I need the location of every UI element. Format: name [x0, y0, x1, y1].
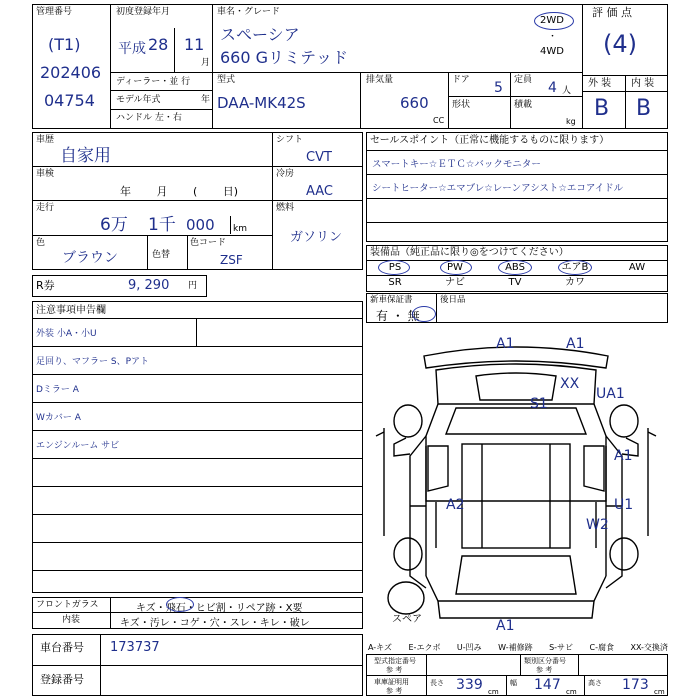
- type-label: 型式: [217, 75, 236, 85]
- model-year-unit: 年: [201, 95, 211, 105]
- mileage-rest: 000: [186, 216, 215, 234]
- type-cert-ref: 参 考: [386, 666, 403, 674]
- interior-value: キズ・汚レ・コゲ・穴・スレ・キレ・破レ: [120, 618, 310, 629]
- equip-pw-circle: [440, 260, 472, 275]
- history-value: 自家用: [60, 146, 111, 166]
- warranty-value: 有 ・ 無: [376, 309, 420, 323]
- damage-mark-right-a1: A1: [614, 448, 633, 464]
- score-value: (4): [603, 30, 637, 58]
- color-change-label: 色替: [152, 250, 171, 260]
- reg-year: 28: [148, 35, 169, 54]
- fuel-value: ガソリン: [290, 230, 343, 245]
- ext-grade: B: [594, 96, 610, 121]
- height-value: 173: [622, 677, 649, 693]
- legend-u: U-凹み: [456, 643, 482, 652]
- color-code-value: ZSF: [220, 253, 243, 267]
- damage-mark-front-left: A1: [496, 336, 515, 352]
- fuel-label: 燃料: [276, 203, 295, 213]
- width-value: 147: [534, 677, 561, 693]
- kanri-line-3: 04754: [44, 91, 95, 110]
- equip-aw: AW: [628, 262, 646, 273]
- load-label: 積載: [514, 100, 533, 110]
- shape-label: 形状: [452, 100, 471, 110]
- equip-pw: PW: [447, 262, 463, 273]
- mileage-label: 走行: [36, 203, 55, 213]
- recycle-box: [32, 275, 207, 297]
- shaken-text: 年 月 ( 日): [120, 185, 239, 198]
- equip-navi: ナビ: [445, 277, 465, 288]
- notes-item-1: 外装 小A・小U: [36, 329, 97, 339]
- cap-label: 定員: [514, 75, 533, 85]
- car-diagram: [366, 326, 668, 638]
- disp-unit: CC: [433, 116, 445, 125]
- equip-leather: カワ: [565, 277, 585, 288]
- front-glass-label: フロントガラス: [36, 600, 99, 610]
- notes-item-5: エンジンルーム サビ: [36, 441, 120, 451]
- recycle-value: 9, 290: [128, 278, 170, 293]
- width-label: 幅: [510, 679, 517, 687]
- legend-xx: XX-交換済: [630, 643, 668, 652]
- warranty-label: 新車保証書: [370, 295, 413, 305]
- reg-month: 11: [184, 35, 205, 54]
- shaken-label: 車検: [36, 169, 55, 179]
- later-label: 後日品: [440, 295, 466, 305]
- legend-a: A-キズ: [368, 643, 393, 652]
- cap-unit: 人: [562, 86, 572, 96]
- kanri-label: 管理番号: [36, 7, 73, 17]
- drive-4wd: 4WD: [540, 46, 564, 57]
- equip-abs: ABS: [505, 262, 525, 273]
- damage-mark-hood-xx: XX: [560, 376, 580, 392]
- legend-s: S-サビ: [549, 643, 574, 652]
- class-ref: 参 考: [536, 666, 553, 674]
- mileage-sen: 1千: [148, 215, 176, 235]
- warranty-none-circle: [412, 306, 436, 322]
- equip-sr: SR: [388, 277, 402, 288]
- chassis-value: 173737: [110, 640, 160, 655]
- load-unit: kg: [566, 117, 576, 126]
- damage-legend: [368, 642, 668, 653]
- history-label: 車歴: [36, 135, 55, 145]
- damage-mark-front-right: A1: [566, 336, 585, 352]
- type-cert-label: 型式指定番号: [374, 657, 416, 665]
- door-label: ドア: [452, 75, 470, 85]
- color-value: ブラウン: [62, 250, 118, 266]
- legend-e: E-エクボ: [408, 643, 441, 652]
- damage-mark-rear-a1: A1: [496, 618, 515, 634]
- height-label: 高さ: [588, 679, 602, 687]
- model-year-label: モデル年式: [116, 95, 161, 105]
- car-name: スペーシア: [220, 25, 300, 44]
- color-label: 色: [36, 238, 46, 248]
- ext-label: 外 装: [588, 78, 612, 89]
- recycle-unit: 円: [188, 281, 198, 291]
- width-unit: cm: [566, 688, 577, 696]
- cert-ref: 参 考: [386, 687, 403, 695]
- height-unit: cm: [654, 688, 665, 696]
- recycle-label: R券: [36, 279, 55, 292]
- mileage-unit: km: [233, 224, 247, 234]
- sales-line-1: スマートキー☆ＥＴＣ☆バックモニター: [372, 159, 541, 170]
- score-label: 評 価 点: [592, 6, 632, 19]
- equip-airbag-circle: [558, 260, 592, 275]
- name-label: 車名・グレード: [217, 7, 281, 17]
- length-value: 339: [456, 677, 483, 693]
- type-value: DAA-MK42S: [217, 94, 306, 112]
- reg-era: 平成: [118, 41, 146, 57]
- drive-dot: ・: [548, 32, 558, 42]
- int-label: 内 装: [631, 78, 655, 89]
- damage-mark-right-u1: U1: [614, 497, 634, 513]
- mileage-man: 6万: [100, 215, 128, 235]
- car-grade: 660 Gリミテッド: [220, 48, 349, 67]
- disp-label: 排気量: [366, 75, 394, 85]
- reg-month-unit: 月: [201, 58, 211, 68]
- equip-abs-circle: [498, 260, 532, 275]
- dealer-label: ディーラー・並 行: [116, 77, 191, 87]
- equip-ps-circle: [378, 260, 410, 275]
- int-grade: B: [636, 96, 652, 121]
- legend-c: C-腐食: [589, 643, 615, 652]
- reg-label: 初度登録年月: [116, 7, 171, 17]
- chip-circle: [166, 597, 194, 612]
- drive-2wd: 2WD: [540, 15, 564, 26]
- ac-label: 冷房: [276, 169, 295, 179]
- kanri-line-1: (T1): [48, 35, 81, 54]
- notes-item-2: 足回り、マフラー S、Pアト: [36, 357, 150, 367]
- legend-w: W-補修跡: [498, 643, 533, 652]
- door-value: 5: [494, 80, 503, 96]
- sales-title: セールスポイント（正常に機能するものに限ります）: [370, 135, 610, 146]
- interior-label: 内装: [62, 615, 81, 625]
- spare-label: スペア: [392, 614, 422, 625]
- equip-ps: PS: [388, 262, 402, 273]
- kanri-line-2: 202406: [40, 63, 102, 82]
- reg-no-label: 登録番号: [40, 673, 84, 686]
- front-glass-value: キズ・飛石・ヒビ割・リペア跡・X要: [136, 603, 303, 614]
- damage-mark-left-a2: A2: [446, 497, 465, 513]
- shift-value: CVT: [306, 150, 332, 165]
- color-code-label: 色コード: [190, 238, 227, 248]
- shift-label: シフト: [276, 135, 304, 145]
- disp-value: 660: [400, 94, 429, 112]
- cap-value: 4: [548, 80, 557, 96]
- damage-mark-right-w2: W2: [586, 517, 609, 533]
- notes-item-4: Wカバー A: [36, 413, 81, 423]
- equip-airbag: エアB: [561, 262, 589, 273]
- class-label: 類別区分番号: [524, 657, 566, 665]
- equip-tv: TV: [508, 277, 522, 288]
- damage-mark-right-ua1: UA1: [596, 386, 625, 402]
- notes-title: 注意事項申告欄: [36, 305, 106, 316]
- chassis-label: 車台番号: [40, 641, 84, 654]
- damage-mark-hood-s1: S1: [530, 396, 548, 412]
- equipment-title: 装備品（純正品に限り◎をつけてください）: [370, 247, 569, 258]
- ac-value: AAC: [306, 184, 333, 199]
- handle-label: ハンドル 左・右: [116, 113, 182, 123]
- length-label: 長さ: [430, 679, 444, 687]
- notes-item-3: Dミラー A: [36, 385, 79, 395]
- sales-line-2: シートヒーター☆エマブレ☆レーンアシスト☆エコアイドル: [372, 183, 624, 194]
- length-unit: cm: [488, 688, 499, 696]
- cert-label: 車庫証明用: [374, 678, 409, 686]
